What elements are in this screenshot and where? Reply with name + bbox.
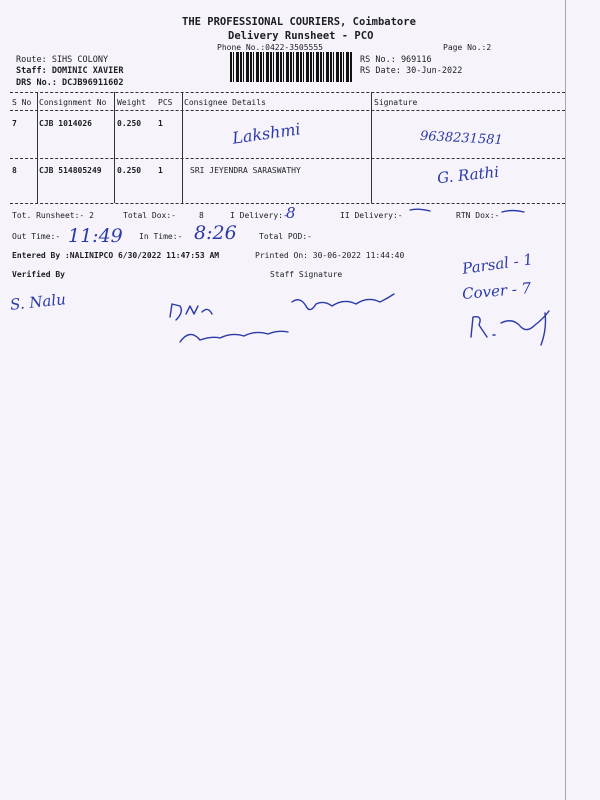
barcode xyxy=(230,52,352,82)
col-header-consignment: Consignment No xyxy=(39,98,107,107)
col-divider xyxy=(371,92,372,203)
table-row-weight: 0.250 xyxy=(117,119,142,128)
total-dox-label: Total Dox:- xyxy=(123,211,176,220)
handwritten-phone-row7: 9638231581 xyxy=(419,128,504,149)
row-divider xyxy=(10,158,565,159)
total-dox-value: 8 xyxy=(199,211,204,220)
out-time-label: Out Time:- xyxy=(12,232,61,241)
col-header-signature: Signature xyxy=(374,98,418,107)
tot-runsheet: Tot. Runsheet:- 2 xyxy=(12,211,94,220)
initials-scribble xyxy=(465,305,565,350)
table-row-sno: 7 xyxy=(12,119,17,128)
dash-mark xyxy=(408,206,432,214)
table-row-consignment: CJB 1014026 xyxy=(39,119,92,128)
table-row-sno: 8 xyxy=(12,166,17,175)
table-header-rule xyxy=(10,110,565,111)
dash-mark xyxy=(500,208,526,216)
handwritten-signature-row8: G. Rathi xyxy=(436,162,500,188)
col-header-pcs: PCS xyxy=(158,98,173,107)
page-number: Page No.:2 xyxy=(443,43,492,52)
document-title: Delivery Runsheet - PCO xyxy=(228,30,374,42)
table-top-rule xyxy=(10,92,565,93)
table-row-consignee: SRI JEYENDRA SARASWATHY xyxy=(190,166,301,175)
col-header-weight: Weight xyxy=(117,98,146,107)
handwritten-in-time: 8:26 xyxy=(194,222,237,244)
rs-date: RS Date: 30-Jun-2022 xyxy=(360,66,463,76)
col-header-sno: S No xyxy=(12,98,32,107)
company-name: THE PROFESSIONAL COURIERS, Coimbatore xyxy=(182,16,416,28)
handwritten-i-delivery: 8 xyxy=(286,204,296,222)
table-row-consignment: CJB 514805249 xyxy=(39,166,102,175)
handwritten-verifier-signature: S. Nalu xyxy=(9,290,67,314)
table-row-pcs: 1 xyxy=(158,119,163,128)
entered-by: Entered By :NALINIPCO 6/30/2022 11:47:53 AM xyxy=(12,251,220,260)
rs-number: RS No.: 969116 xyxy=(360,55,432,65)
handwritten-out-time: 11:49 xyxy=(68,225,123,247)
staff-signature-label: Staff Signature xyxy=(270,270,343,279)
col-header-consignee: Consignee Details xyxy=(184,98,266,107)
rtn-dox-label: RTN Dox:- xyxy=(456,211,500,220)
col-divider xyxy=(182,92,183,203)
table-row-pcs: 1 xyxy=(158,166,163,175)
in-time-label: In Time:- xyxy=(139,232,183,241)
phone-number: Phone No.:0422-3505555 xyxy=(217,43,323,52)
i-delivery-label: I Delivery:- xyxy=(230,211,288,220)
table-row-weight: 0.250 xyxy=(117,166,142,175)
handwritten-signature-row7: Lakshmi xyxy=(231,119,302,148)
col-divider xyxy=(37,92,38,203)
handwritten-note-parsal: Parsal - 1 xyxy=(461,250,535,278)
staff-name: Staff: DOMINIC XAVIER xyxy=(16,66,124,76)
staff-signature-scribble xyxy=(160,292,400,354)
total-pod-label: Total POD:- xyxy=(259,232,312,241)
verified-by-label: Verified By xyxy=(12,270,65,279)
printed-on: Printed On: 30-06-2022 11:44:40 xyxy=(255,251,405,260)
handwritten-note-cover: Cover - 7 xyxy=(461,279,532,303)
ii-delivery-label: II Delivery:- xyxy=(340,211,403,220)
col-divider xyxy=(114,92,115,203)
scan-edge xyxy=(565,0,566,800)
drs-number: DRS No.: DCJB96911602 xyxy=(16,78,124,88)
route: Route: SIHS COLONY xyxy=(16,55,109,65)
